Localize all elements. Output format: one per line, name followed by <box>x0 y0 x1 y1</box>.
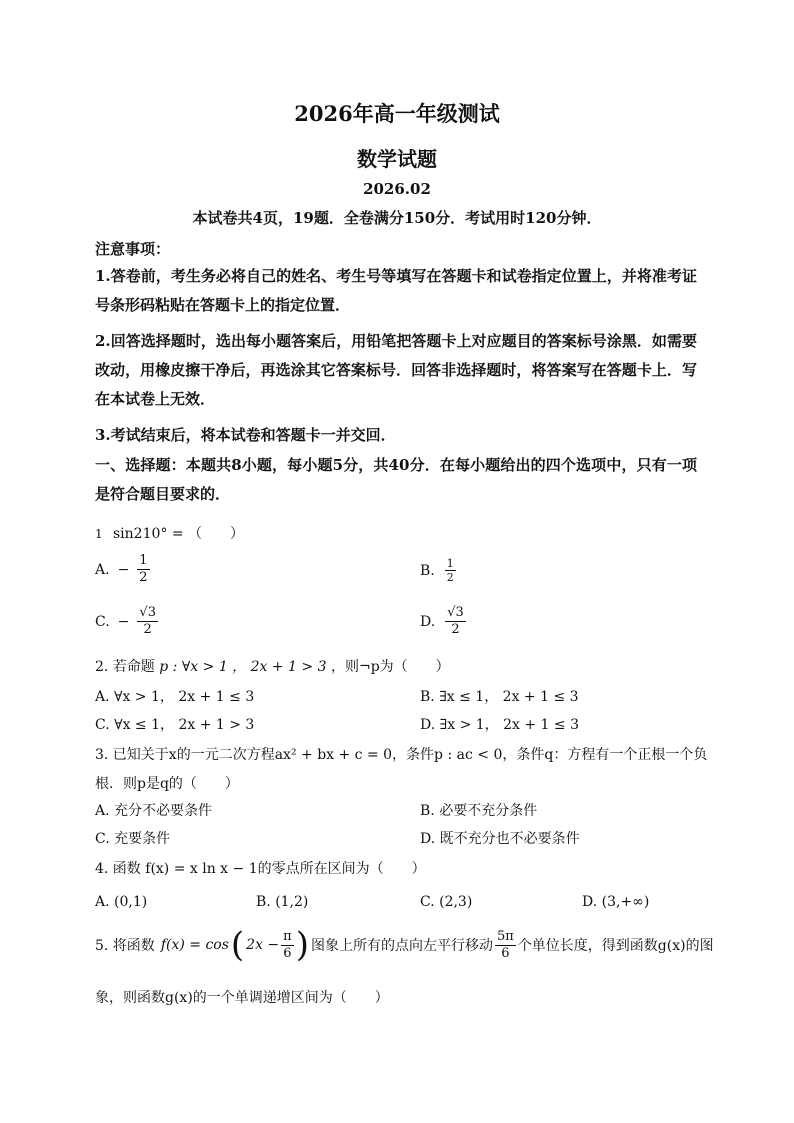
question-2-option-a: A. ∀x > 1， 2x + 1 ≤ 3 <box>95 689 255 705</box>
notice-heading: 注意事项： <box>95 240 171 258</box>
question-1-option-b <box>420 557 456 584</box>
option-a-label: A. <box>95 561 110 578</box>
notice-item-3: 3.考试结束后，将本试卷和答题卡一并交回． <box>95 426 396 444</box>
question-2-post: ，则¬p为（ ） <box>330 659 450 675</box>
question-2-option-c: C. ∀x ≤ 1， 2x + 1 > 3 <box>95 717 255 733</box>
option-a-fraction <box>137 553 149 586</box>
notice-item-2: 2.回答选择题时，选出每小题答案后，用铅笔把答题卡上对应题目的答案标号涂黑．如需要改动，用橡皮擦干净后，再选涂其它答案标号．回答非选择题时，将答案写在答题卡上．写在本试卷上无效． <box>95 332 697 408</box>
question-5-function: f(x) = cos <box>160 937 229 953</box>
question-4-option-c: C. (2,3) <box>420 894 473 910</box>
question-5-shift-denominator: 6 <box>501 945 510 961</box>
option-d-fraction <box>445 605 466 638</box>
option-d-denominator: 2 <box>451 622 460 637</box>
question-3-option-b: B. 必要不充分条件 <box>420 803 538 819</box>
option-a-denominator: 2 <box>139 570 148 585</box>
question-5-shift-fraction <box>495 929 516 962</box>
option-c-sign: − <box>117 613 130 630</box>
question-1-number: 1 <box>95 527 103 541</box>
question-5-right-paren: ) <box>295 925 309 965</box>
question-5-left-paren: ( <box>230 925 245 965</box>
option-b-label: B. <box>420 562 435 579</box>
question-1-stem: sin210° = （ ） <box>113 526 245 542</box>
question-1-option-d <box>420 605 466 638</box>
option-c-numerator: √3 <box>139 605 156 620</box>
option-b-denominator: 2 <box>446 571 454 584</box>
question-3-option-c: C. 充要条件 <box>95 831 171 847</box>
option-a-numerator: 1 <box>139 553 148 568</box>
question-2-option-d: D. ∃x > 1， 2x + 1 ≤ 3 <box>420 717 579 733</box>
question-1-option-c <box>95 605 158 638</box>
question-5-mid: 图象上所有的点向左平行移动 <box>310 938 493 954</box>
exam-title: 2026年高一年级测试 <box>294 101 500 126</box>
question-3-line-2: 根．则p是q的（ ） <box>95 776 239 792</box>
question-5-inner: 2x − <box>246 937 280 953</box>
question-3-option-a: A. 充分不必要条件 <box>95 803 213 819</box>
question-2-pre: 2. 若命题 <box>95 659 155 675</box>
question-5-line-1 <box>95 925 714 965</box>
option-a-sign: − <box>117 561 130 578</box>
question-2-option-b: B. ∃x ≤ 1， 2x + 1 ≤ 3 <box>420 689 579 705</box>
question-3-option-d: D. 既不充分也不必要条件 <box>420 831 580 847</box>
option-b-numerator: 1 <box>446 557 454 570</box>
question-4-option-b: B. (1,2) <box>256 894 309 910</box>
question-5-pre: 5. 将函数 <box>95 938 155 954</box>
question-5-phase-numerator: π <box>283 928 292 944</box>
question-4-stem: 4. 函数 f(x) = x ln x − 1的零点所在区间为（ ） <box>95 861 426 877</box>
question-3-line-1: 3. 已知关于x的一元二次方程ax² + bx + c = 0，条件p : ac < 0，条件q：方程有一个正根一个负 <box>95 747 708 763</box>
question-5-shift-numerator: 5π <box>496 928 514 944</box>
option-d-numerator: √3 <box>447 605 464 620</box>
question-5-post: 个单位长度，得到函数g(x)的图 <box>517 938 714 954</box>
exam-date: 2026.02 <box>363 180 431 198</box>
question-5-phase-denominator: 6 <box>283 945 292 961</box>
section-heading: 一、选择题：本题共8小题，每小题5分，共40分．在每小题给出的四个选项中，只有一项是符合题目要求的． <box>95 456 697 503</box>
option-d-label: D. <box>420 613 436 630</box>
exam-info: 本试卷共4页，19题．全卷满分150分．考试用时120分钟． <box>192 209 602 227</box>
question-2-stem <box>95 656 450 676</box>
question-2-proposition: p : ∀x > 1 ， 2x + 1 > 3 <box>159 659 327 675</box>
question-1-option-a <box>95 553 150 586</box>
question-5-phase-fraction <box>281 929 294 962</box>
option-c-fraction <box>137 605 158 638</box>
question-4-option-d: D. (3,+∞) <box>582 894 650 910</box>
option-c-denominator: 2 <box>143 622 152 637</box>
exam-subtitle: 数学试题 <box>357 147 437 171</box>
option-b-fraction <box>445 557 456 584</box>
option-c-label: C. <box>95 613 110 630</box>
question-5-line-2: 象，则函数g(x)的一个单调递增区间为（ ） <box>95 990 389 1006</box>
notice-item-1: 1.答卷前，考生务必将自己的姓名、考生号等填写在答题卡和试卷指定位置上，并将准考证号条形码粘贴在答题卡上的指定位置． <box>95 267 697 314</box>
question-4-option-a: A. (0,1) <box>95 894 148 910</box>
